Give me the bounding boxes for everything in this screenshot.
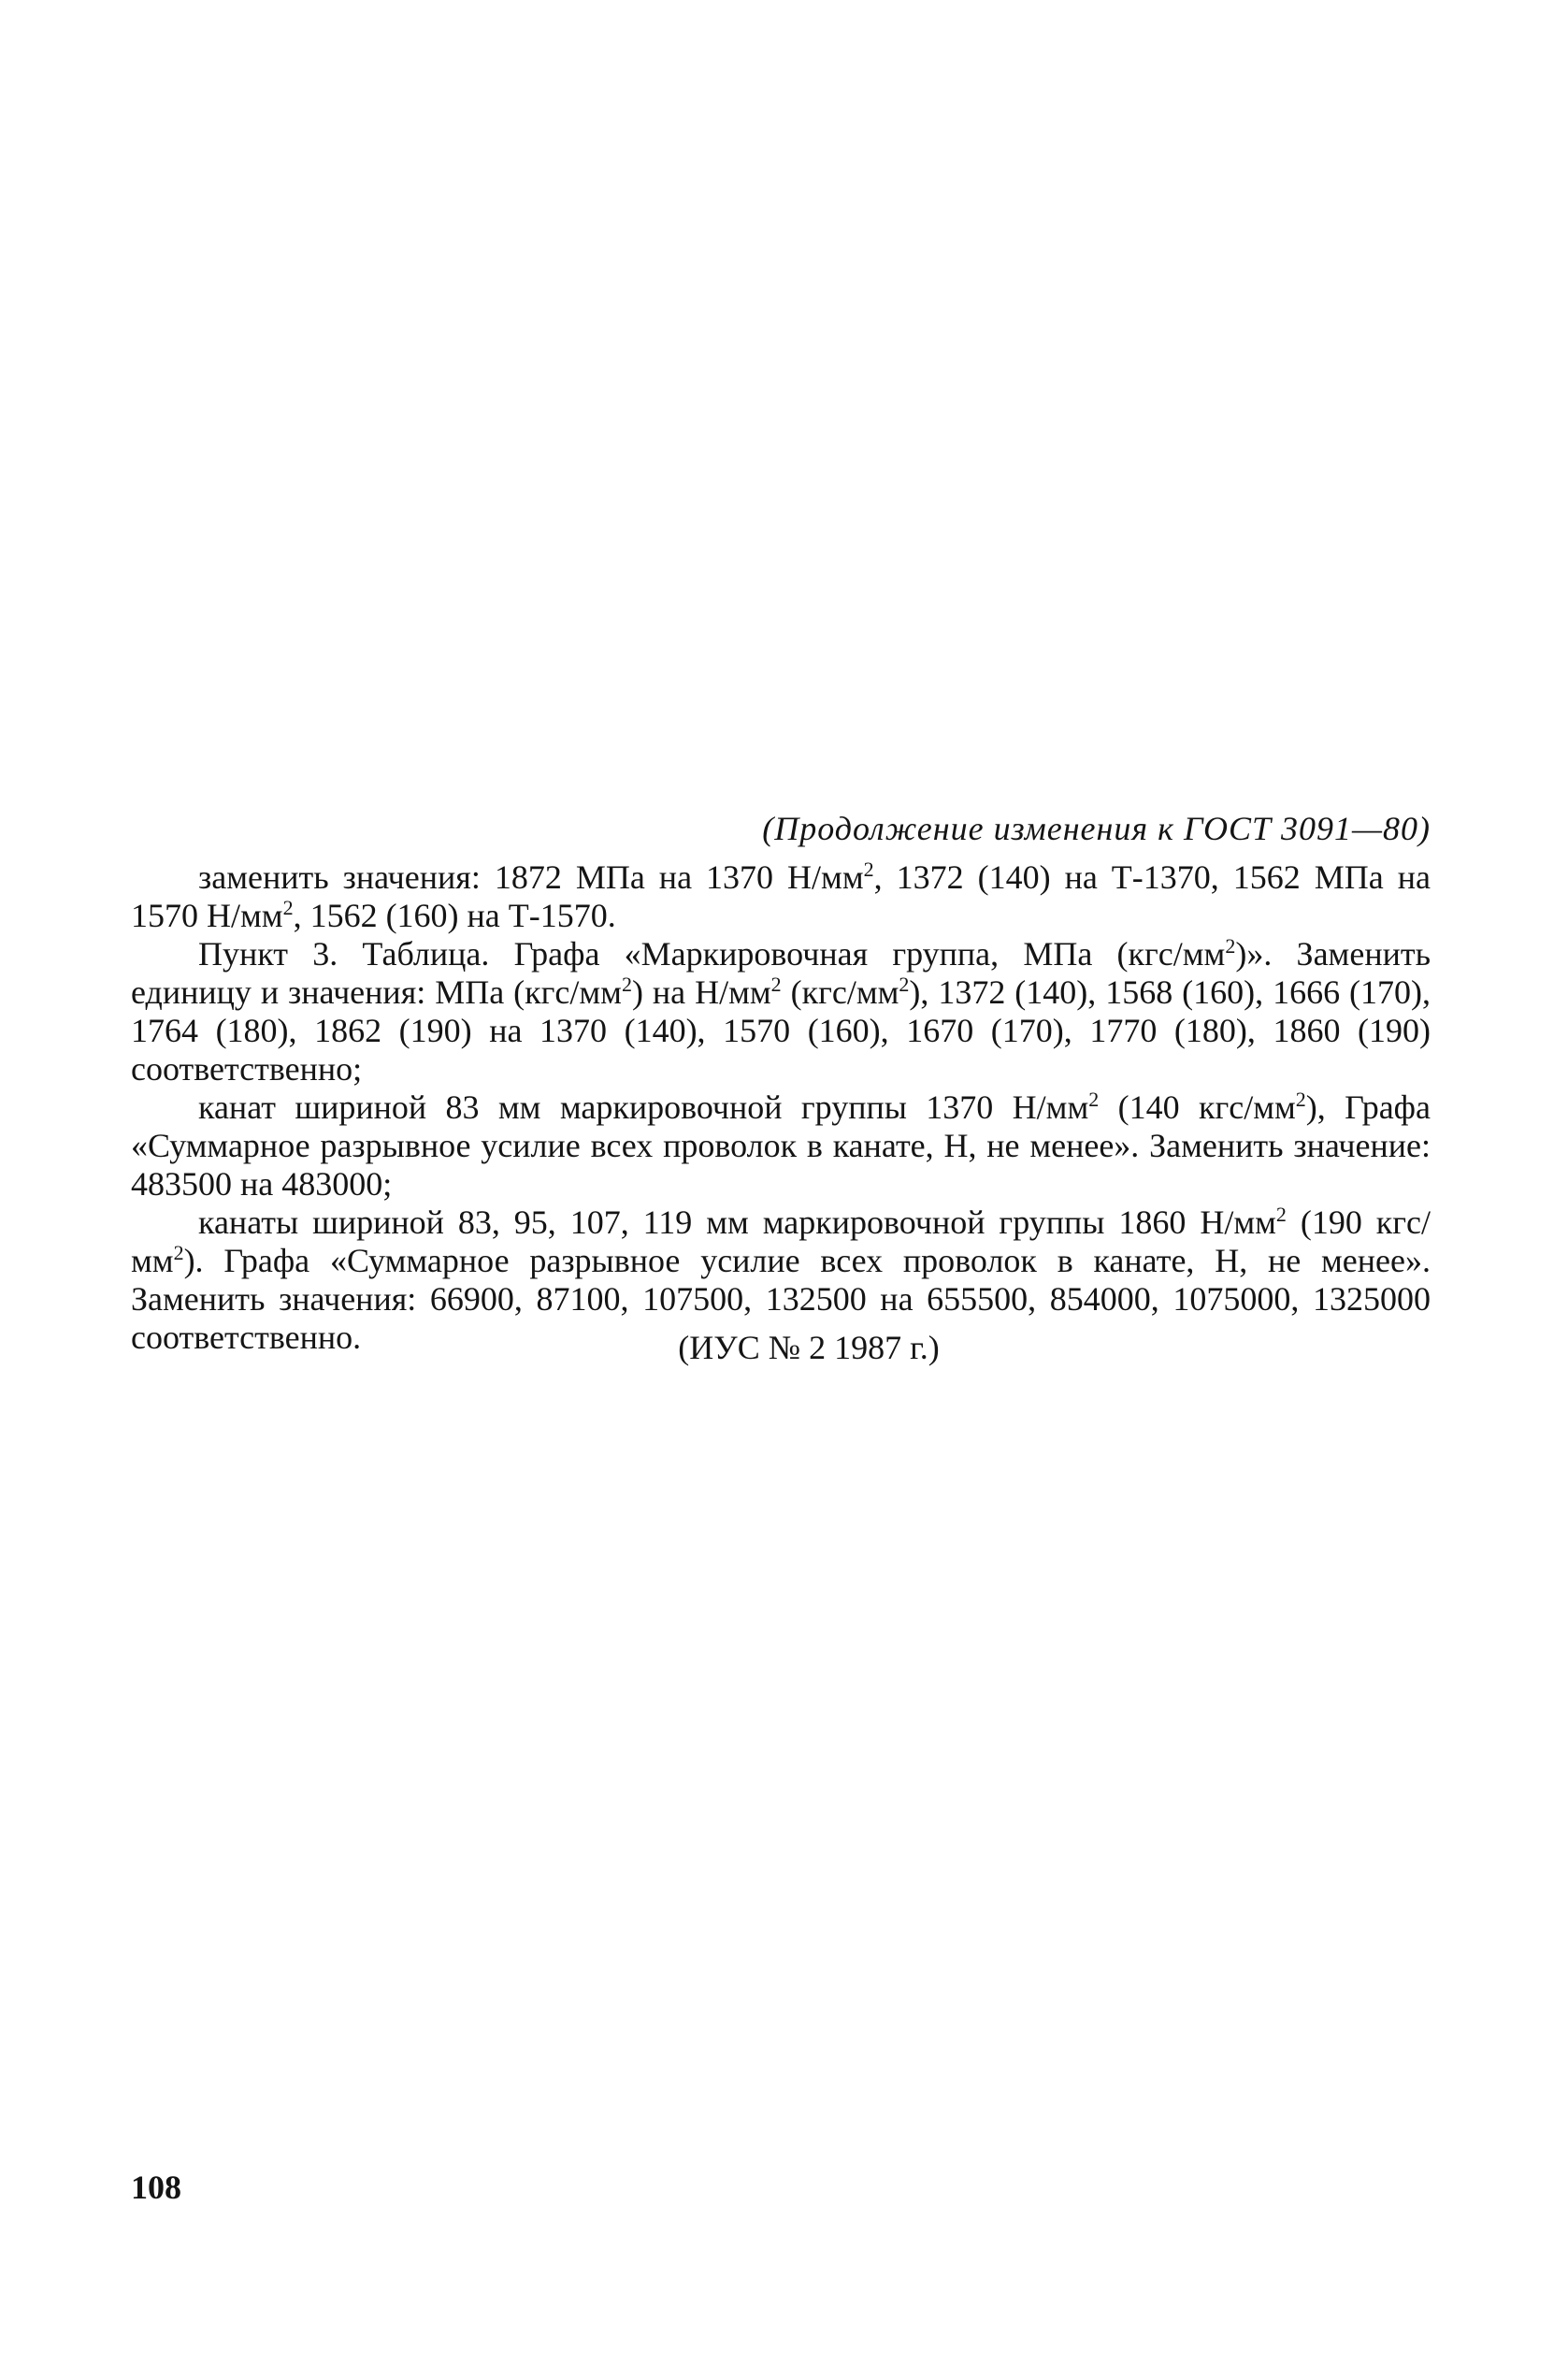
text-run: канат шириной 83 мм маркировочной группы 1370 Н/мм — [198, 1088, 1089, 1126]
amendment-paragraph — [131, 935, 1431, 1088]
text-run: )». Заменить единицу и значения: МПа (кгс/мм — [131, 935, 1431, 1011]
text-run: , 1562 (160) на Т-1570. — [293, 897, 616, 934]
amendment-paragraph — [131, 858, 1431, 935]
superscript: 2 — [770, 973, 782, 996]
amendment-paragraph — [131, 1088, 1431, 1204]
superscript: 2 — [1295, 1088, 1306, 1111]
text-run: ), 1372 (140), 1568 (160), 1666 (170), 1764 (180), 1862 (190) на 1370 (140), 1570 (160), 1670 (170), 1770 (180), 1860 (190) соответственно; — [131, 973, 1431, 1088]
text-run: ), Графа «Суммарное разрывное усилие всех проволок в канате, Н, не менее». Заменить значение: 483500 на 483000; — [131, 1088, 1431, 1203]
superscript: 2 — [1275, 1203, 1287, 1226]
amendment-body — [131, 858, 1431, 1357]
text-run: (190 кгс/мм — [131, 1204, 1431, 1279]
text-run: ) на Н/мм — [631, 973, 771, 1011]
superscript: 2 — [621, 973, 632, 996]
text-run: ). Графа «Суммарное разрывное усилие всех проволок в канате, Н, не менее». Заменить значения: 66900, 87100, 107500, 132500 на 655500, 854000, 1075000, 1325000 соответственно. — [131, 1242, 1431, 1356]
text-run: Пункт 3. Таблица. Графа «Маркировочная группа, МПа (кгс/мм — [198, 935, 1226, 973]
superscript: 2 — [1225, 934, 1236, 958]
ius-reference: (ИУС № 2 1987 г.) — [678, 1329, 940, 1366]
superscript: 2 — [1088, 1088, 1100, 1111]
continuation-header: (Продолжение изменения к ГОСТ 3091—80) — [762, 810, 1431, 847]
text-run: (кгс/мм — [781, 973, 899, 1011]
text-run: (140 кгс/мм — [1099, 1088, 1296, 1126]
superscript: 2 — [173, 1241, 184, 1264]
superscript: 2 — [863, 858, 874, 881]
text-run: канаты шириной 83, 95, 107, 119 мм маркировочной группы 1860 Н/мм — [198, 1204, 1276, 1241]
superscript: 2 — [282, 896, 294, 919]
superscript: 2 — [899, 973, 910, 996]
page-number: 108 — [131, 2169, 181, 2206]
text-run: заменить значения: 1872 МПа на 1370 Н/мм — [198, 858, 864, 896]
text-run: , 1372 (140) на Т-1370, 1562 МПа на 1570 Н/мм — [131, 858, 1431, 934]
